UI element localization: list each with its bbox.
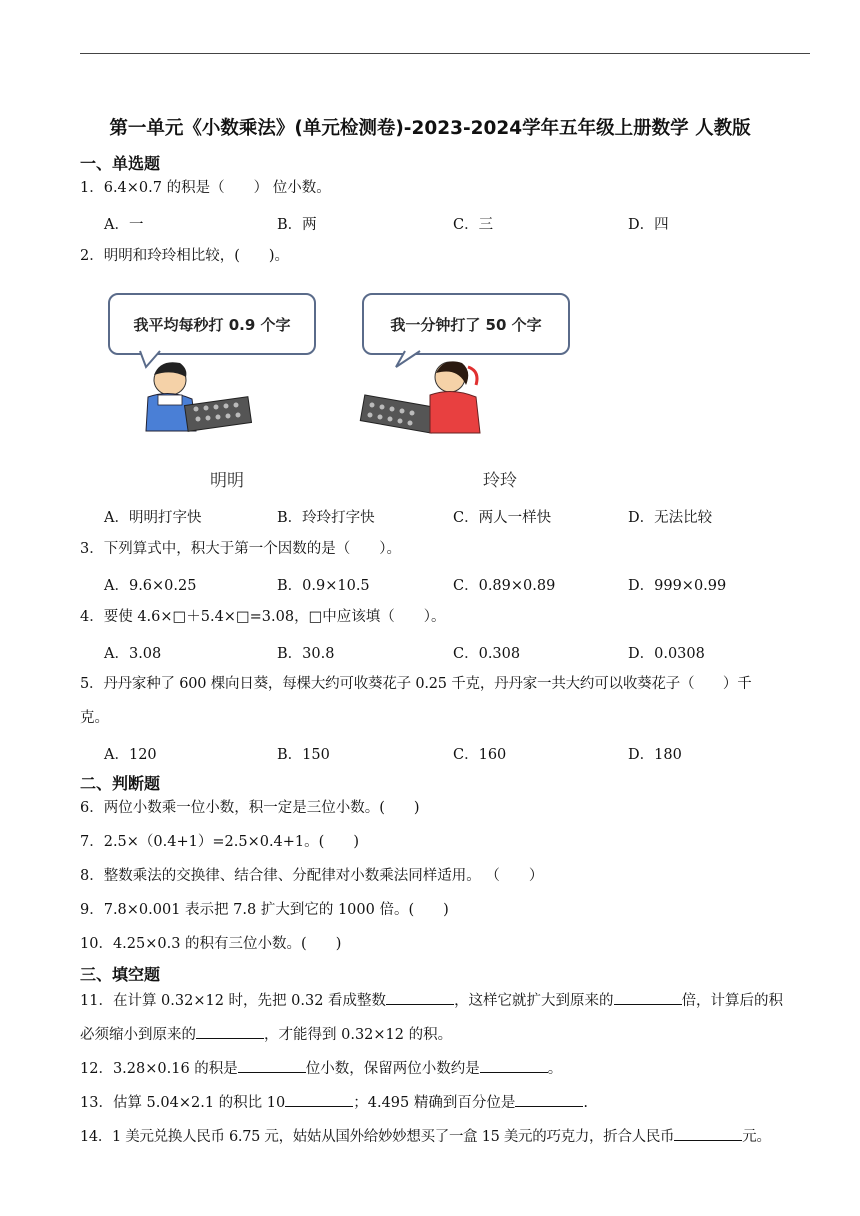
question-11-line1 [80,990,812,1011]
question-12 [80,1058,812,1079]
q2-option-a: A．明明打字快 [104,510,202,526]
q11-blank-3[interactable] [196,1024,264,1039]
abacus-left [185,397,252,432]
question-7: 7．2.5×（0.4+1）=2.5×0.4+1。( ) [80,834,359,850]
q13-text-part1: 13．估算 5.04×2.1 的积比 10 [80,1095,286,1111]
section-heading-single-choice: 一、单选题 [80,154,161,173]
q5-option-a: A．120 [104,747,157,763]
q5-option-d: D．180 [628,747,682,763]
question-5-line1: 5．丹丹家种了 600 棵向日葵，每棵大约可收葵花子 0.25 千克，丹丹家一共大约可以收葵花子（ ）千 [80,676,752,692]
q4-option-a: A．3.08 [104,646,162,662]
q3-option-b: B．0.9×10.5 [277,578,370,594]
page-title: 第一单元《小数乘法》(单元检测卷)-2023-2024学年五年级上册数学 人教版 [109,118,751,139]
q13-blank-1[interactable] [285,1092,353,1107]
q2-option-b: B．玲玲打字快 [277,510,375,526]
q13-text-part3: . [583,1095,588,1111]
q4-option-c: C．0.308 [453,646,521,662]
q13-blank-2[interactable] [515,1092,583,1107]
q11-text-part1: 11．在计算 0.32×12 时，先把 0.32 看成整数 [80,993,387,1009]
q14-blank-1[interactable] [674,1126,742,1141]
question-13 [80,1092,812,1113]
bubble-tail-right [396,351,420,367]
q3-option-d: D．999×0.99 [628,578,727,594]
section-heading-fill-blank: 三、填空题 [80,965,161,984]
q14-text-part2: 元。 [742,1129,771,1145]
q12-text-part1: 12．3.28×0.16 的积是 [80,1061,238,1077]
speech-bubble-lingling: 我一分钟打了 50 个字 [362,293,570,355]
q1-option-c: C．三 [453,217,494,233]
question-14 [80,1126,812,1147]
caption-lingling: 玲玲 [483,471,517,491]
typing-children-illustration [100,345,580,445]
caption-mingming: 明明 [210,471,244,491]
q3-option-a: A．9.6×0.25 [104,578,197,594]
q3-option-c: C．0.89×0.89 [453,578,556,594]
question-3: 3．下列算式中，积大于第一个因数的是（ ）。 [80,541,401,557]
q12-blank-1[interactable] [238,1058,306,1073]
question-6: 6．两位小数乘一位小数，积一定是三位小数。( ) [80,800,420,816]
question-9: 9．7.8×0.001 表示把 7.8 扩大到它的 1000 倍。( ) [80,902,449,918]
q1-option-a: A．一 [104,217,144,233]
question-5-line2: 克。 [80,710,109,726]
q11-text-part3: 倍，计算后的积 [681,993,784,1009]
q11-text-part5: ，才能得到 0.32×12 的积。 [264,1027,453,1043]
q4-option-d: D．0.0308 [628,646,705,662]
question-8: 8．整数乘法的交换律、结合律、分配律对小数乘法同样适用。 （ ） [80,868,544,884]
q11-text-part4: 必须缩小到原来的 [80,1027,196,1043]
abacus-right [360,395,435,433]
question-4: 4．要使 4.6×□＋5.4×□=3.08，□中应该填（ ）。 [80,609,446,625]
question-11-line2 [80,1024,812,1045]
q14-text-part1: 14．1 美元兑换人民币 6.75 元，姑姑从国外给妙妙想买了一盒 15 美元的巧克力，折合人民币 [80,1129,675,1145]
question-2: 2．明明和玲玲相比较，( )。 [80,248,290,264]
q1-option-b: B．两 [277,217,317,233]
question-10: 10．4.25×0.3 的积有三位小数。( ) [80,936,342,952]
q12-blank-2[interactable] [480,1058,548,1073]
girl-lingling-figure [430,361,480,433]
speech-bubble-mingming: 我平均每秒打 0.9 个字 [108,293,316,355]
q4-option-b: B．30.8 [277,646,335,662]
q11-blank-1[interactable] [386,990,454,1005]
q12-text-part2: 位小数，保留两位小数约是 [305,1061,480,1077]
q1-option-d: D．四 [628,217,669,233]
q5-option-b: B．150 [277,747,330,763]
q2-option-d: D．无法比较 [628,510,713,526]
section-heading-true-false: 二、判断题 [80,774,161,793]
header-rule [80,53,810,54]
q13-text-part2: ；4.495 精确到百分位是 [353,1095,516,1111]
q11-blank-2[interactable] [614,990,682,1005]
bubble-tail-left [140,351,160,367]
q5-option-c: C．160 [453,747,507,763]
q12-text-part3: 。 [547,1061,563,1077]
question-1: 1．6.4×0.7 的积是（ ） 位小数。 [80,180,331,196]
q11-text-part2: ，这样它就扩大到原来的 [454,993,614,1009]
q2-option-c: C．两人一样快 [453,510,552,526]
